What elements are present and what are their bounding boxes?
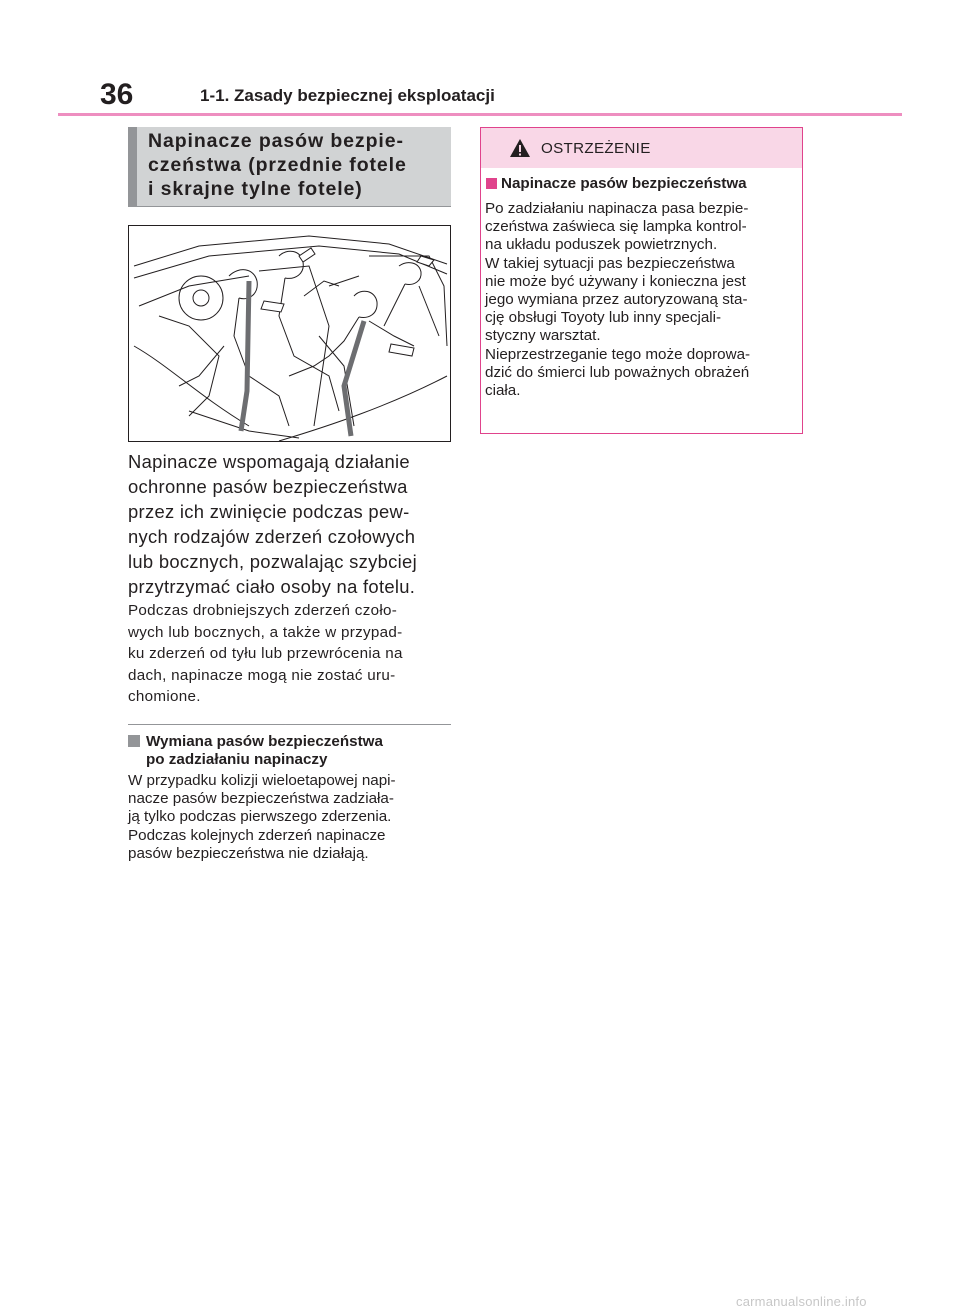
warning-body-line: dzić do śmierci lub poważnych obrażeń <box>485 363 750 381</box>
square-bullet-icon <box>128 735 140 747</box>
warning-header <box>481 128 802 168</box>
replacement-heading-line: po zadziałaniu napinaczy <box>146 751 328 768</box>
chapter-title: 1-1. Zasady bezpiecznej eksploatacji <box>200 86 495 105</box>
intro-line: lub bocznych, pozwalając szybciej <box>128 551 417 572</box>
note-line: ku zderzeń od tyłu lub przewrócenia na <box>128 645 403 662</box>
section-heading-line: Napinacze pasów bezpie- <box>148 130 404 152</box>
replacement-body-line: W przypadku kolizji wieloetapowej napi- <box>128 772 396 789</box>
section-heading-line: i skrajne tylne fotele) <box>148 178 363 200</box>
replacement-body-line: ją tylko podczas pierwszego zderzenia. <box>128 808 392 826</box>
warning-body <box>485 200 801 400</box>
intro-paragraph <box>128 449 458 599</box>
car-interior-drawing <box>129 226 450 441</box>
section-divider <box>128 724 451 725</box>
warning-body-line: Po zadziałaniu napinacza pasa bezpie- <box>485 200 749 217</box>
warning-body-line: na układu poduszek powietrznych. <box>485 236 718 254</box>
warning-box <box>480 127 803 434</box>
watermark: carmanualsonline.info <box>736 1294 867 1309</box>
square-bullet-icon <box>486 178 497 189</box>
replacement-body <box>128 772 458 863</box>
note-paragraph <box>128 600 458 708</box>
note-line: Podczas drobniejszych zderzeń czoło- <box>128 602 398 619</box>
section-heading-underline <box>128 206 451 207</box>
replacement-body-line: pasów bezpieczeństwa nie działają. <box>128 844 369 862</box>
replacement-body-line: nacze pasów bezpieczeństwa zadziała- <box>128 790 394 808</box>
warning-subheading-label: Napinacze pasów bezpieczeństwa <box>501 175 747 192</box>
intro-line: przytrzymać ciało osoby na fotelu. <box>128 576 416 597</box>
header-rule <box>58 113 902 116</box>
note-line: wych lub bocznych, a także w przypad- <box>128 623 403 641</box>
warning-body-line: nie może być używany i konieczna jest <box>485 272 746 290</box>
intro-line: ochronne pasów bezpieczeństwa <box>128 476 408 497</box>
warning-body-line: czeństwa zaświeca się lampka kontrol- <box>485 218 747 236</box>
replacement-body-line: Podczas kolejnych zderzeń napinacze <box>128 826 386 844</box>
note-line: chomione. <box>128 688 201 705</box>
warning-title: OSTRZEŻENIE <box>541 140 651 157</box>
note-line: dach, napinacze mogą nie zostać uru- <box>128 666 396 684</box>
intro-line: Napinacze wspomagają działanie <box>128 451 410 472</box>
intro-line: przez ich zwinięcie podczas pew- <box>128 501 410 522</box>
warning-body-line: ciała. <box>485 382 521 400</box>
warning-body-line: W takiej sytuacji pas bezpieczeństwa <box>485 254 735 272</box>
page-header <box>100 78 902 118</box>
page-number: 36 <box>100 78 134 111</box>
warning-body-line: Nieprzestrzeganie tego może doprowa- <box>485 345 751 363</box>
seatbelt-pretensioner-illustration <box>128 225 451 442</box>
intro-line: nych rodzajów zderzeń czołowych <box>128 526 416 547</box>
section-heading <box>128 127 451 207</box>
warning-body-line: styczny warsztat. <box>485 327 601 345</box>
section-heading-line: czeństwa (przednie fotele <box>148 154 407 176</box>
warning-triangle-icon <box>509 138 531 158</box>
warning-body-line: cję obsługi Toyoty lub inny specjali- <box>485 309 722 327</box>
replacement-heading-line: Wymiana pasów bezpieczeństwa <box>146 733 383 750</box>
warning-body-line: jego wymiana przez autoryzowaną sta- <box>485 291 748 309</box>
